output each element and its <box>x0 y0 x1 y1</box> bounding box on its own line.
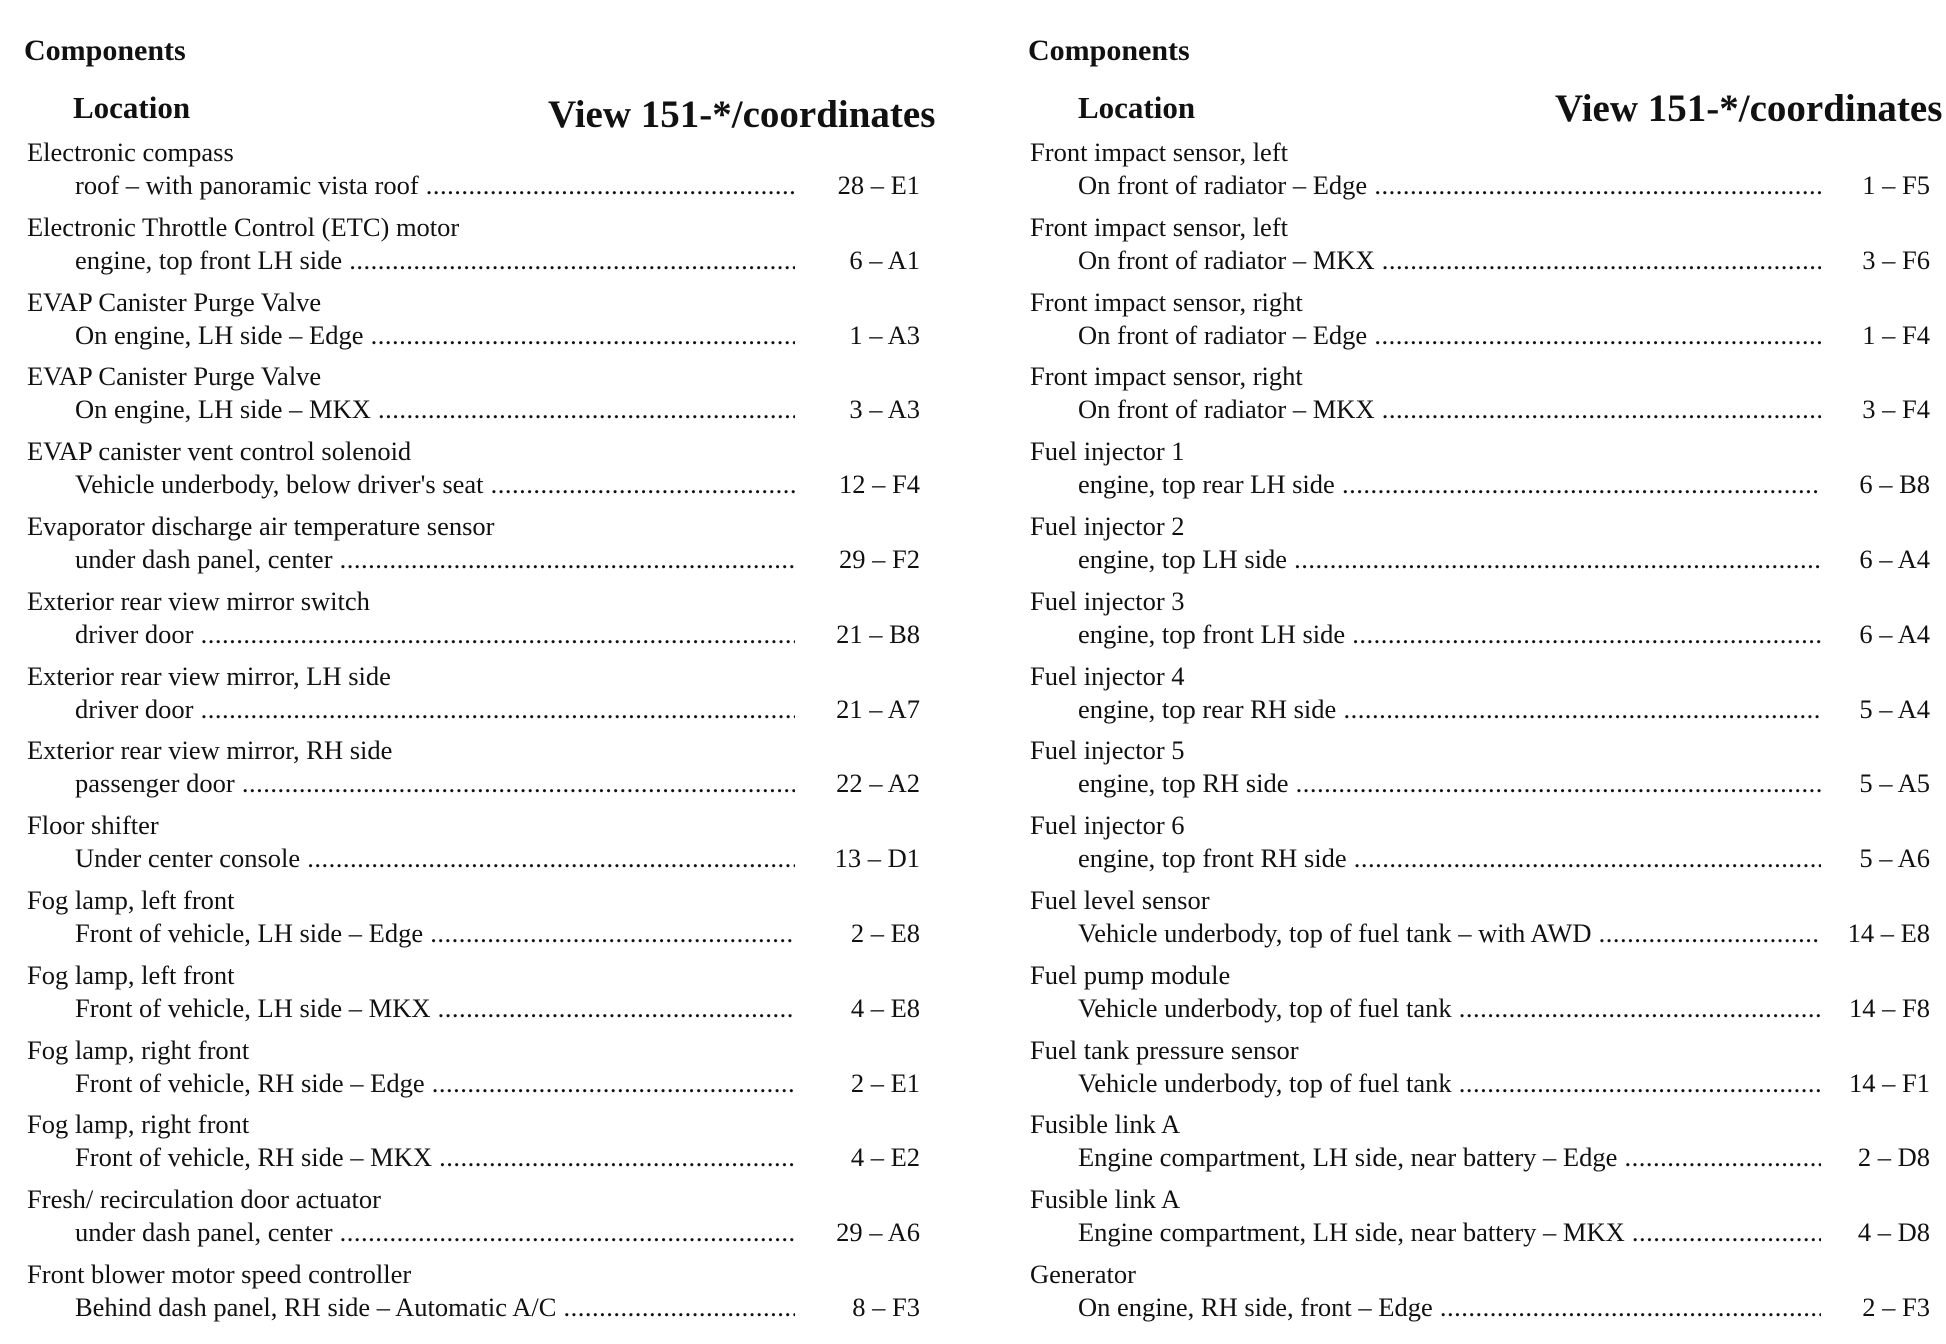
component-location-text: under dash panel, center ..... <box>75 1217 795 1247</box>
component-location-text: Engine compartment, LH side, near battery – Edge ..... <box>1078 1142 1821 1172</box>
component-location <box>75 1141 795 1173</box>
component-coordinate: 28 – E1 <box>837 170 920 200</box>
component-name: Fog lamp, left front <box>27 884 235 915</box>
component-location-text: engine, top front RH side ..... <box>1078 843 1821 873</box>
component-location-text: roof – with panoramic vista roof ..... <box>75 170 795 200</box>
component-name: Front impact sensor, left <box>1030 211 1288 242</box>
component-name: Exterior rear view mirror switch <box>27 585 370 616</box>
component-coordinate: 6 – A4 <box>1859 618 1930 649</box>
component-coordinate: 4 – E2 <box>850 1142 920 1173</box>
component-coordinate: 4 – E8 <box>850 992 920 1023</box>
component-location <box>1078 1216 1821 1248</box>
component-name: Evaporator discharge air temperature sensor <box>27 510 495 541</box>
component-location <box>75 1291 795 1323</box>
component-location-text: Behind dash panel, RH side – Automatic A/C ..... <box>75 1292 795 1322</box>
component-coordinate: 3 – F6 <box>1862 244 1930 275</box>
component-location <box>1078 169 1821 201</box>
component-name: Fog lamp, right front <box>27 1109 250 1140</box>
component-location-text: engine, top rear LH side ..... <box>1078 469 1821 499</box>
component-location <box>1078 693 1821 725</box>
component-name: Fusible link A <box>1030 1109 1181 1140</box>
component-location <box>1078 543 1821 575</box>
component-name: EVAP canister vent control solenoid <box>27 436 412 467</box>
component-name: Generator <box>1030 1258 1136 1289</box>
component-location <box>1078 393 1821 425</box>
component-location-text: On front of radiator – Edge ..... <box>1078 320 1821 350</box>
component-name: Floor shifter <box>27 810 159 841</box>
component-coordinate: 21 – B8 <box>836 618 920 649</box>
component-coordinate: 2 – E1 <box>850 1067 920 1098</box>
component-location <box>75 767 795 799</box>
component-location <box>1078 1067 1821 1099</box>
component-name: Fuel level sensor <box>1030 884 1210 915</box>
component-location-text: under dash panel, center ..... <box>75 544 795 574</box>
component-coordinate: 21 – A7 <box>836 693 920 724</box>
component-location-text: passenger door ..... <box>75 768 795 798</box>
component-name: Fusible link A <box>1030 1184 1181 1215</box>
component-location <box>1078 1291 1821 1323</box>
component-location <box>75 618 795 650</box>
component-name: Fuel injector 1 <box>1030 436 1185 467</box>
component-location-text: driver door ..... <box>75 694 795 724</box>
component-location <box>75 393 795 425</box>
component-location-text: On engine, LH side – Edge ..... <box>75 320 795 350</box>
component-location <box>75 842 795 874</box>
component-name: Exterior rear view mirror, RH side <box>27 735 393 766</box>
component-location-text: On front of radiator – MKX ..... <box>1078 394 1821 424</box>
component-location <box>1078 992 1821 1024</box>
component-location-text: Vehicle underbody, below driver's seat ..... <box>75 469 795 499</box>
component-location-text: Vehicle underbody, top of fuel tank ..... <box>1078 993 1821 1023</box>
component-location-text: Under center console ..... <box>75 843 795 873</box>
view-coordinates-header: View 151-*/coordinates <box>1555 87 1943 130</box>
component-coordinate: 13 – D1 <box>834 843 920 874</box>
component-location-text: Front of vehicle, LH side – MKX ..... <box>75 993 795 1023</box>
component-location-text: On front of radiator – MKX ..... <box>1078 245 1821 275</box>
component-name: Electronic compass <box>27 137 234 167</box>
location-header: Location <box>1078 90 1196 125</box>
component-location <box>75 1067 795 1099</box>
component-location-text: Front of vehicle, RH side – Edge ..... <box>75 1068 795 1098</box>
component-coordinate: 29 – F2 <box>839 543 920 574</box>
component-name: Fog lamp, right front <box>27 1034 250 1065</box>
component-name: Front impact sensor, left <box>1030 137 1288 167</box>
component-coordinate: 22 – A2 <box>836 768 920 799</box>
component-location-text: On engine, RH side, front – Edge ..... <box>1078 1292 1821 1322</box>
component-coordinate: 8 – F3 <box>852 1291 920 1322</box>
location-header: Location <box>73 90 191 125</box>
component-coordinate: 4 – D8 <box>1857 1217 1930 1248</box>
component-location <box>75 917 795 949</box>
component-name: Fuel injector 5 <box>1030 735 1185 766</box>
component-location <box>75 992 795 1024</box>
component-coordinate: 3 – F4 <box>1862 394 1930 425</box>
component-location-text: Vehicle underbody, top of fuel tank ..... <box>1078 1068 1821 1098</box>
component-name: Front blower motor speed controller <box>27 1258 412 1289</box>
component-coordinate: 14 – F1 <box>1849 1067 1930 1098</box>
component-location <box>1078 1141 1821 1173</box>
component-coordinate: 5 – A6 <box>1859 843 1930 874</box>
component-coordinate: 12 – F4 <box>839 469 920 500</box>
component-location <box>1078 319 1821 351</box>
component-coordinate: 3 – A3 <box>849 394 920 425</box>
component-coordinate: 5 – A4 <box>1859 693 1930 724</box>
component-coordinate: 1 – F5 <box>1862 170 1930 200</box>
component-location-text: engine, top rear RH side ..... <box>1078 694 1821 724</box>
component-location-text: engine, top front LH side ..... <box>1078 619 1821 649</box>
component-coordinate: 6 – A1 <box>849 244 920 275</box>
component-name: Front impact sensor, right <box>1030 361 1303 392</box>
component-coordinate: 2 – E8 <box>850 917 920 948</box>
component-coordinate: 14 – F8 <box>1849 992 1930 1023</box>
component-location <box>75 319 795 351</box>
component-location-text: On engine, LH side – MKX ..... <box>75 394 795 424</box>
component-location-text: Front of vehicle, LH side – Edge ..... <box>75 918 795 948</box>
component-name: Fog lamp, left front <box>27 959 235 990</box>
component-coordinate: 1 – F4 <box>1862 319 1930 350</box>
component-location <box>1078 842 1821 874</box>
component-location <box>75 468 795 500</box>
view-coordinates-header: View 151-*/coordinates <box>548 93 936 136</box>
component-location-text: Front of vehicle, RH side – MKX ..... <box>75 1142 795 1172</box>
component-location-text: Vehicle underbody, top of fuel tank – with AWD ..... <box>1078 918 1821 948</box>
component-coordinate: 5 – A5 <box>1859 768 1930 799</box>
component-location <box>75 543 795 575</box>
component-coordinate: 2 – F3 <box>1862 1291 1930 1322</box>
section-title: Components <box>1028 34 1190 67</box>
component-location-text: On front of radiator – Edge ..... <box>1078 170 1821 200</box>
component-name: Exterior rear view mirror, LH side <box>27 660 391 691</box>
component-location-text: driver door ..... <box>75 619 795 649</box>
component-name: EVAP Canister Purge Valve <box>27 361 322 392</box>
component-name: Fuel pump module <box>1030 959 1231 990</box>
component-coordinate: 6 – A4 <box>1859 543 1930 574</box>
component-location <box>1078 244 1821 276</box>
component-name: Electronic Throttle Control (ETC) motor <box>27 211 460 242</box>
component-location-text: engine, top front LH side ..... <box>75 245 795 275</box>
component-coordinate: 2 – D8 <box>1857 1142 1930 1173</box>
component-location <box>75 169 795 201</box>
component-name: Fuel injector 2 <box>1030 510 1185 541</box>
component-coordinate: 29 – A6 <box>836 1217 920 1248</box>
component-name: Fuel tank pressure sensor <box>1030 1034 1299 1065</box>
component-coordinate: 14 – E8 <box>1847 917 1930 948</box>
component-location <box>75 693 795 725</box>
component-location-text: engine, top LH side ..... <box>1078 544 1821 574</box>
component-coordinate: 1 – A3 <box>849 319 920 350</box>
component-location <box>1078 468 1821 500</box>
component-location <box>75 244 795 276</box>
component-location <box>75 1216 795 1248</box>
component-location-text: engine, top RH side ..... <box>1078 768 1821 798</box>
component-location-text: Engine compartment, LH side, near battery – MKX ..... <box>1078 1217 1821 1247</box>
component-location <box>1078 767 1821 799</box>
component-name: EVAP Canister Purge Valve <box>27 286 322 317</box>
component-location <box>1078 917 1821 949</box>
component-name: Fresh/ recirculation door actuator <box>27 1184 381 1215</box>
component-location <box>1078 618 1821 650</box>
component-name: Fuel injector 6 <box>1030 810 1185 841</box>
component-name: Front impact sensor, right <box>1030 286 1303 317</box>
component-name: Fuel injector 4 <box>1030 660 1185 691</box>
section-title: Components <box>24 34 186 67</box>
component-name: Fuel injector 3 <box>1030 585 1185 616</box>
component-coordinate: 6 – B8 <box>1859 469 1930 500</box>
